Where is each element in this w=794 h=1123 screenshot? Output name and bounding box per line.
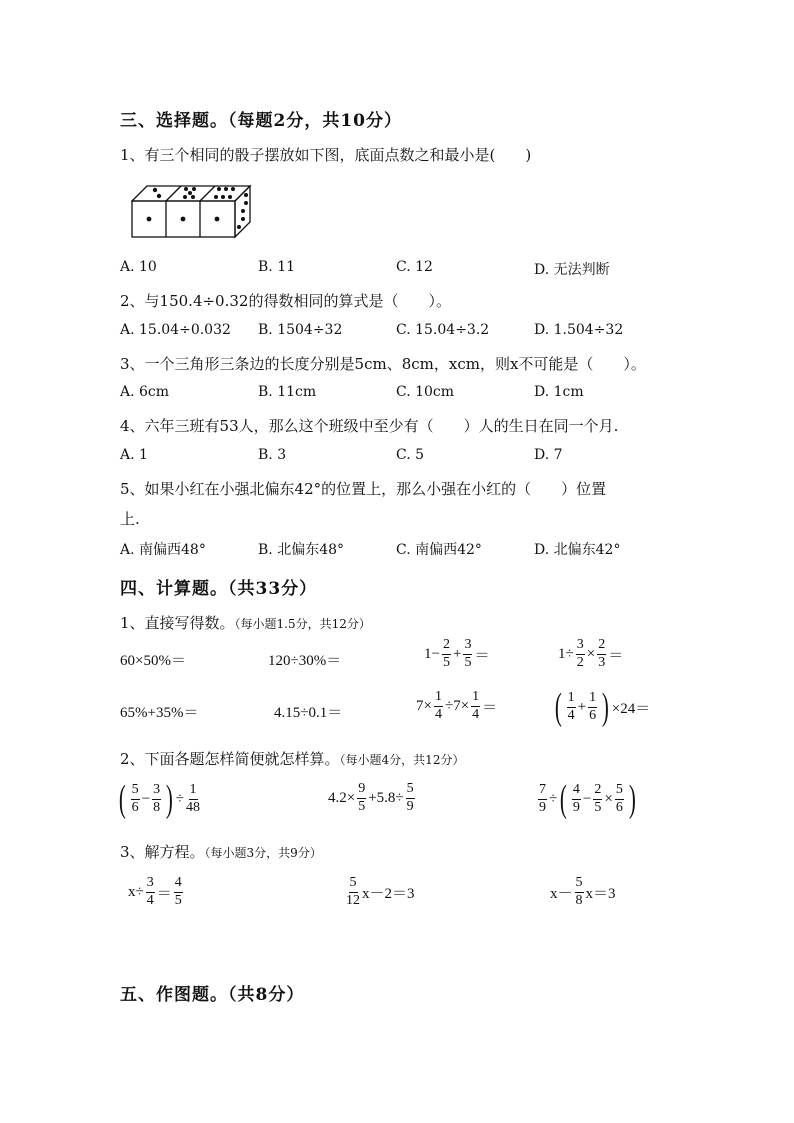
q2-option-d: D. 1.504÷32	[534, 322, 624, 338]
question-4: 4、六年三班有53人，那么这个班级中至少有（ ）人的生日在同一个月.	[120, 417, 619, 435]
p1-expr-5: 65%+35%＝	[120, 704, 199, 721]
q2-option-a: A. 15.04÷0.032	[120, 322, 231, 338]
part2-heading	[120, 748, 464, 769]
part1-heading	[120, 612, 371, 633]
p1-expr-8: ( $\frac{1}{4}$ + $\frac{1}{6}$ ) ×24＝	[554, 686, 651, 728]
question-5: 5、如果小红在小强北偏东42°的位置上，那么小强在小红的（ ）位置	[120, 480, 607, 498]
p2-expr-1: ( $\frac{5}{6}$ − $\frac{3}{8}$ ) ÷ $\frac{1}{48}$	[118, 778, 201, 820]
q1-option-d: D. 无法判断	[534, 262, 610, 278]
p3-equation-2: $\frac{5}{12}$ x－2＝3	[346, 875, 415, 908]
p3-equation-3: x－ $\frac{5}{8}$ x＝3	[550, 875, 616, 908]
q2-option-c: C. 15.04÷3.2	[396, 322, 490, 338]
part3-note: （每小题3分，共9分）	[204, 846, 322, 860]
question-1: 1、有三个相同的骰子摆放如下图，底面点数之和最小是( )	[120, 146, 532, 164]
question-3: 3、一个三角形三条边的长度分别是5cm、8cm，xcm，则x不可能是（ ）。	[120, 355, 646, 373]
part3-heading	[120, 841, 322, 862]
section5-title: 五、作图题。（共8分）	[120, 985, 305, 1005]
q3-option-d: D. 1cm	[534, 384, 584, 400]
q2-option-b: B. 1504÷32	[258, 322, 343, 338]
p1-expr-3: 1− $\frac{2}{5}$ + $\frac{3}{5}$ ＝	[424, 637, 490, 670]
q3-option-a: A. 6cm	[120, 384, 170, 400]
question-5-continuation: 上.	[120, 510, 140, 528]
section3-title: 三、选择题。（每题2分，共10分）	[120, 111, 402, 131]
p1-expr-4: 1÷ $\frac{3}{2}$ × $\frac{2}{3}$ ＝	[558, 637, 624, 670]
p1-expr-7: 7× $\frac{1}{4}$ ÷7× $\frac{1}{4}$ ＝	[416, 689, 498, 722]
part1-title: 1、直接写得数。	[120, 614, 235, 632]
q1-option-a: A. 10	[120, 259, 157, 275]
p2-expr-3: $\frac{7}{9}$ ÷ ( $\frac{4}{9}$ − $\frac{2}{5}$ × $\frac{5}{6}$ )	[539, 778, 636, 820]
section4-title: 四、计算题。（共33分）	[120, 579, 318, 599]
p3-equation-1: x÷ $\frac{3}{4}$ ＝ $\frac{4}{5}$	[128, 875, 182, 908]
question-2: 2、与150.4÷0.32的得数相同的算式是（ ）。	[120, 292, 451, 310]
q5-option-c: C. 南偏西42°	[396, 542, 482, 558]
q5-option-d: D. 北偏东42°	[534, 542, 621, 558]
q4-option-d: D. 7	[534, 447, 563, 463]
part2-note: （每小题4分，共12分）	[339, 753, 465, 767]
q4-option-c: C. 5	[396, 447, 425, 463]
p1-expr-6: 4.15÷0.1＝	[274, 704, 343, 721]
q1-option-c: C. 12	[396, 259, 433, 275]
p2-expr-2: 4.2× $\frac{9}{5}$ +5.8÷ $\frac{5}{9}$	[328, 781, 414, 814]
q4-option-b: B. 3	[258, 447, 287, 463]
part2-title: 2、下面各题怎样简便就怎样算。	[120, 750, 340, 768]
q3-option-c: C. 10cm	[396, 384, 455, 400]
dice-figure	[131, 185, 253, 243]
q5-option-a: A. 南偏西48°	[120, 542, 206, 558]
part1-note: （每小题1.5分，共12分）	[234, 617, 371, 631]
q3-option-b: B. 11cm	[258, 384, 317, 400]
q5-option-b: B. 北偏东48°	[258, 542, 345, 558]
p1-expr-1: 60×50%＝	[120, 652, 186, 669]
q4-option-a: A. 1	[120, 447, 148, 463]
q1-option-b: B. 11	[258, 259, 296, 275]
p1-expr-2: 120÷30%＝	[268, 652, 342, 669]
part3-title: 3、解方程。	[120, 843, 205, 861]
